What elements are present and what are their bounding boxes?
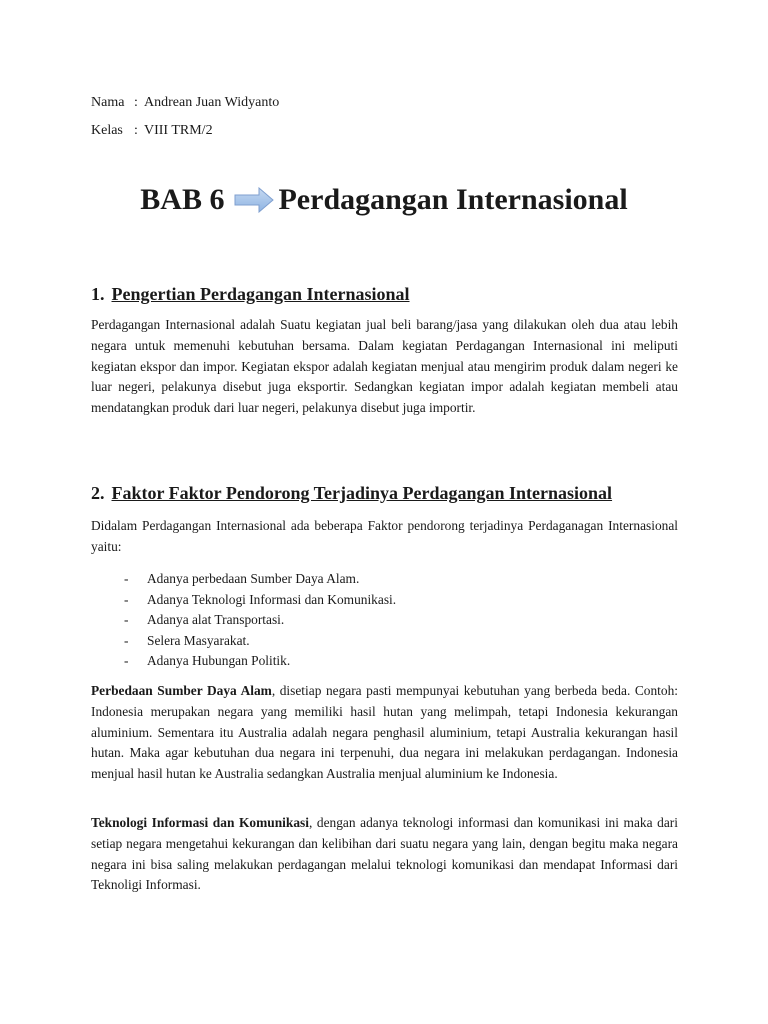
section-2-heading bbox=[91, 482, 612, 504]
section-2-intro: Didalam Perdagangan Internasional ada beberapa Faktor pendorong terjadinya Perdaganagan Internasional yaitu: bbox=[91, 518, 678, 554]
bullet-marker: - bbox=[124, 612, 129, 628]
list-item: - Selera Masyarakat. bbox=[124, 631, 396, 652]
list-item: - Adanya perbedaan Sumber Daya Alam. bbox=[124, 569, 396, 590]
chapter-label: BAB 6 bbox=[140, 183, 225, 216]
factor-list bbox=[124, 569, 396, 672]
right-arrow-icon bbox=[234, 185, 274, 223]
bullet-marker: - bbox=[124, 632, 129, 648]
section-1-heading bbox=[91, 283, 410, 305]
natural-resources-paragraph bbox=[91, 681, 678, 785]
list-item: - Adanya Teknologi Informasi dan Komunikasi. bbox=[124, 590, 396, 611]
name-value: Andrean Juan Widyanto bbox=[144, 95, 280, 110]
class-value: VIII TRM/2 bbox=[144, 123, 213, 138]
section-2-number: 2. bbox=[91, 483, 105, 503]
bullet-marker: - bbox=[124, 653, 129, 669]
section-1-number: 1. bbox=[91, 284, 105, 304]
natural-resources-text: , disetiap negara pasti mempunyai kebutuhan yang berbeda beda. Contoh: Indonesia merupakan negara yang memiliki hasil hutan yang melimpah, tetapi Indonesia kekurangan aluminium. Sementara itu Australia adalah negara penghasil aluminium, tetapi Australia kekurangan hasil hutan. Maka agar kebutuhan dua negara ini terpenuhi, dua negara ini melakukan perdagangan. Indonesia menjual hasil hutan ke Australia sedangkan Australia menjual aluminium ke Indonesia. bbox=[91, 683, 679, 782]
section-1-paragraph: Perdagangan Internasional adalah Suatu kegiatan jual beli barang/jasa yang dilakukan oleh dua atau lebih negara untuk memenuhi kebutuhan bersama. Dalam kegiatan Perdagangan Internasional ini meliputi kegiatan ekspor dan impor. Kegiatan ekspor adalah kegiatan menjual atau mengirim produk dalam negeri ke luar negeri, pelakunya disebut juga eksportir. Sedangkan kegiatan impor adalah kegiatan membeli atau mendatangkan produk dari luar negeri, pelakunya disebut juga importir. bbox=[91, 317, 678, 416]
bullet-marker: - bbox=[124, 571, 129, 586]
section-1-title: Pengertian Perdagangan Internasional bbox=[111, 284, 410, 304]
natural-resources-term: Perbedaan Sumber Daya Alam bbox=[91, 683, 272, 698]
student-name-line bbox=[91, 95, 279, 111]
class-separator: : bbox=[134, 123, 138, 138]
class-label: Kelas bbox=[91, 123, 123, 138]
document-title bbox=[0, 181, 768, 223]
ict-text: , dengan adanya teknologi informasi dan komunikasi ini maka dari setiap negara mengetahui kekurangan dan kelibihan dari suatu negara yang lain, dengan begitu maka negara negara ini bisa saling melakukan perdagangan melalui teknologi komunikasi dan mendapat Informasi dari Teknoligi Informasi. bbox=[91, 815, 678, 893]
chapter-title: Perdagangan Internasional bbox=[278, 183, 628, 216]
section-2-title: Faktor Faktor Pendorong Terjadinya Perdagangan Internasional bbox=[111, 483, 613, 503]
name-separator: : bbox=[134, 95, 138, 110]
list-item: - Adanya Hubungan Politik. bbox=[124, 651, 396, 672]
ict-paragraph bbox=[91, 813, 678, 896]
student-class-line bbox=[91, 123, 213, 139]
ict-term: Teknologi Informasi dan Komunikasi bbox=[91, 815, 309, 830]
name-label: Nama bbox=[91, 95, 125, 110]
bullet-marker: - bbox=[124, 591, 129, 607]
list-item: - Adanya alat Transportasi. bbox=[124, 610, 396, 631]
